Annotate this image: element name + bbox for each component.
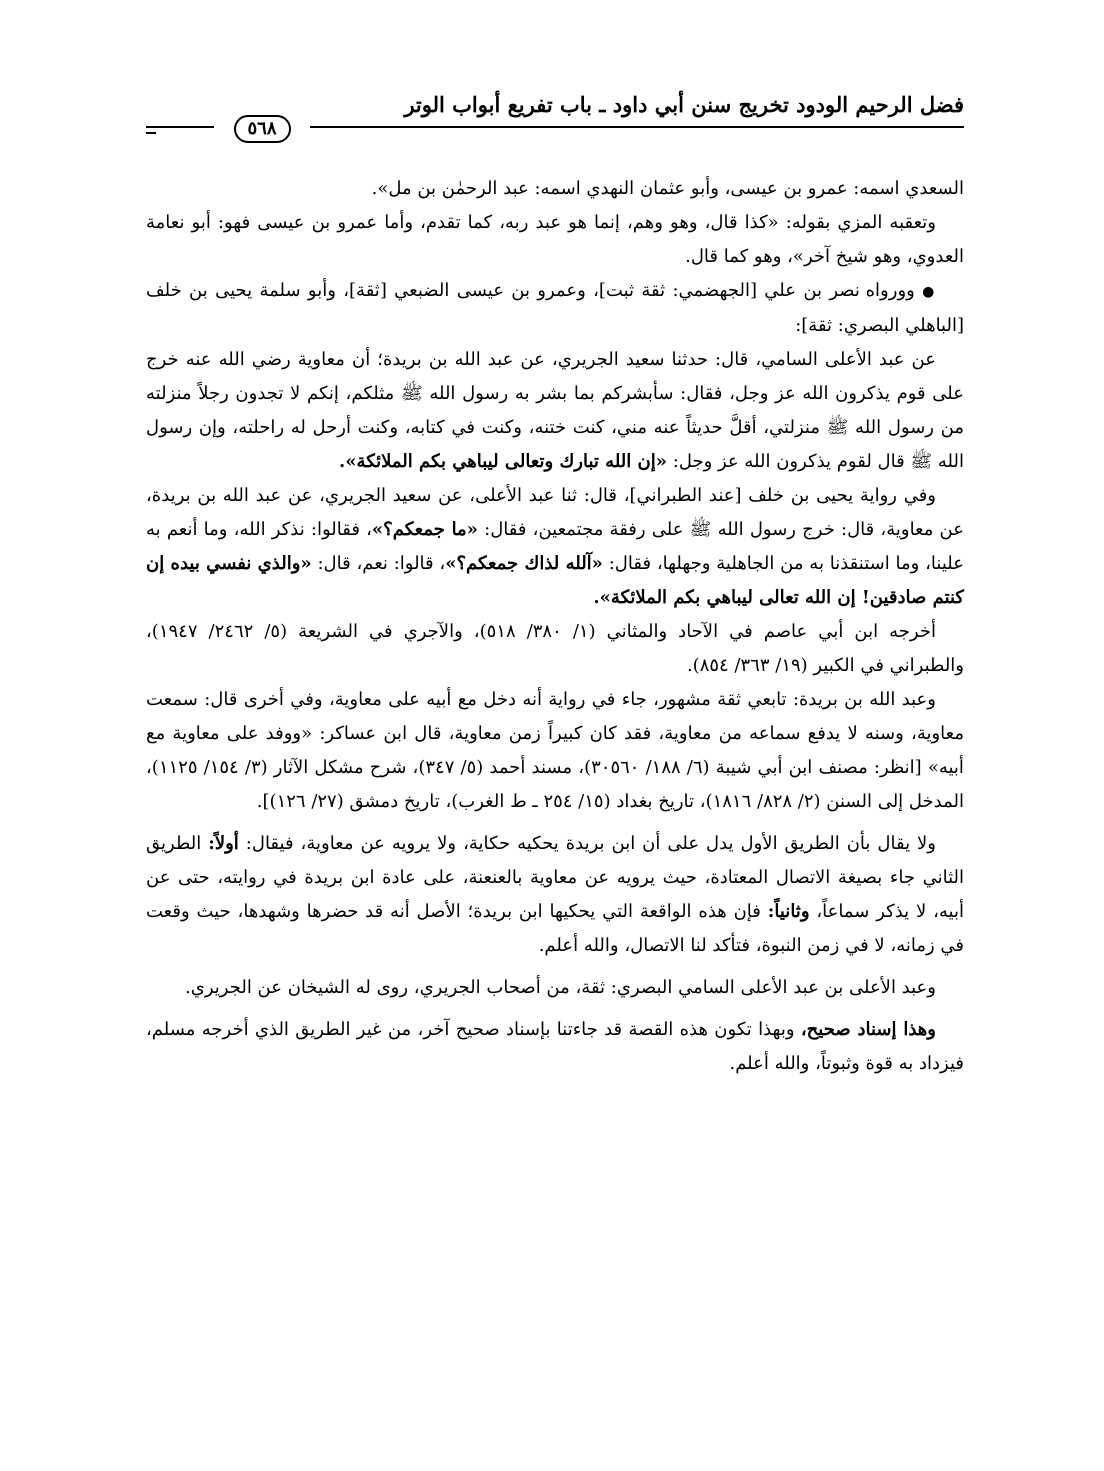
- emphasis-text: وثانياً:: [767, 901, 810, 922]
- paragraph-text: وبهذا تكون هذه القصة قد جاءتنا بإسناد صحيح آخر، من غير الطريق الذي أخرجه مسلم، فيزداد به قوة وثبوتاً، والله أعلم.: [146, 1019, 964, 1074]
- emphasis-text: أولاً:: [208, 833, 239, 854]
- hadith-text: «والذي نفسي بيده إن كنتم صادقين! إن الله تعالى ليباهي بكم الملائكة».: [146, 553, 964, 608]
- paragraph-text: وعبد الله بن بريدة: تابعي ثقة مشهور، جاء في رواية أنه دخل مع أبيه على معاوية، وفي أخرى قال: سمعت معاوية، وسنه لا يدفع سماعه من معاوية، فقد كان كبيراً زمن معاوية، قال ابن عساكر: «ووفد على معاوية مع أبيه» [انظر: مصنف ابن أبي شيبة (٦/ ١٨٨/ ٣٠٥٦٠)، مسند أحمد (٥/ ٣٤٧)، شرح مشكل الآثار (٣/ ١٥٤/ ١١٢٥)، المدخل إلى السنن (٢/ ٨٢٨/ ١٨١٦)، تاريخ بغداد (١٥/ ٢٥٤ ـ ط الغرب)، تاريخ دمشق (٢٧/ ١٢٦)].: [146, 689, 964, 812]
- page-number: ٥٦٨: [234, 115, 291, 143]
- paragraph-5: [146, 479, 964, 615]
- paragraph-text: وورواه نصر بن علي [الجهضمي: ثقة ثبت]، وعمرو بن عيسى الضبعي [ثقة]، وأبو سلمة يحيى بن خلف [الباهلي البصري: ثقة]:: [146, 280, 964, 336]
- paragraph-text: الطريق الثاني جاء بصيغة الاتصال المعتادة، حيث يرويه عن معاوية بالعنعنة، على عادة ابن بريدة في روايته، حتى عن أبيه، لا يذكر سماعاً،: [146, 833, 965, 922]
- paragraph-9: [146, 971, 964, 1005]
- paragraph-text: وعبد الأعلى بن عبد الأعلى السامي البصري: ثقة، من أصحاب الجريري، روى له الشيخان عن الجريري.: [185, 977, 936, 998]
- paragraph-text: وتعقبه المزي بقوله: «كذا قال، وهو وهم، إنما هو عبد ربه، كما تقدم، وأما عمرو بن عيسى فهو: أبو نعامة العدوي، وهو شيخ آخر»، وهو كما قال.: [146, 212, 964, 267]
- paragraph-text: أخرجه ابن أبي عاصم في الآحاد والمثاني (١/ ٣٨٠/ ٥١٨)، والآجري في الشريعة (٥/ ٢٤٦٢/ ١٩٤٧)، والطبراني في الكبير (١٩/ ٣٦٣/ ٨٥٤).: [146, 621, 964, 676]
- body-text: [146, 172, 964, 1081]
- paragraph-text: ، قالوا: نعم، قال:: [317, 553, 446, 574]
- paragraph-text: وفي رواية يحيى بن خلف [عند الطبراني]، قال: ثنا عبد الأعلى، عن سعيد الجريري، عن عبد الله بن بريدة، عن معاوية، قال: خرج رسول الله ﷺ على رفقة مجتمعين، فقال:: [146, 485, 964, 540]
- paragraph-8: [146, 827, 964, 963]
- paragraph-text: عن عبد الأعلى السامي، قال: حدثنا سعيد الجريري، عن عبد الله بن بريدة؛ أن معاوية رضي الله عنه خرج على قوم يذكرون الله عز وجل، فقال: سأبشركم بما بشر به رسول الله ﷺ مثلكم، إنكم لا تجدون رجلاً منزلته من رسول الله ﷺ منزلتي، أقلَّ حديثاً عنه مني، كنت ختنه، وكنت في كتابه، وكنت أرحل له راحلته، وإن رسول الله ﷺ قال لقوم يذكرون الله عز وجل:: [146, 349, 964, 472]
- hadith-text: «إن الله تبارك وتعالى ليباهي بكم الملائكة».: [339, 451, 668, 472]
- header-rule-short: [146, 132, 156, 134]
- page-number-badge: [214, 114, 310, 144]
- paragraph-3: [146, 274, 964, 343]
- paragraph-7: [146, 683, 964, 819]
- paragraph-10: [146, 1013, 964, 1081]
- paragraph-text: فإن هذه الواقعة التي يحكيها ابن بريدة؛ الأصل أنه قد حضرها وشهدها، حيث وقعت في زمانه، لا في زمن النبوة، فتأكد لنا الاتصال، والله أعلم.: [146, 901, 964, 956]
- bullet-icon: ●: [922, 284, 936, 300]
- paragraph-text: السعدي اسمه: عمرو بن عيسى، وأبو عثمان النهدي اسمه: عبد الرحمٰن بن مل».: [371, 178, 964, 199]
- running-header: [146, 88, 964, 150]
- paragraph-text: ، فقالوا: نذكر الله، وما أنعم به علينا، وما استنقذنا به من الجاهلية وجهلها، فقال:: [146, 519, 964, 574]
- page: [146, 88, 965, 1074]
- paragraph-6: [146, 615, 964, 683]
- header-title: فضل الرحيم الودود تخريج سنن أبي داود ـ باب تفريع أبواب الوتر: [404, 92, 964, 117]
- hadith-text: «آلله لذاك جمعكم؟»: [445, 553, 603, 574]
- paragraph-2: [146, 206, 964, 274]
- paragraph-1: [146, 172, 964, 206]
- hadith-text: «ما جمعكم؟»: [371, 519, 478, 540]
- paragraph-text: ولا يقال بأن الطريق الأول يدل على أن ابن بريدة يحكيه حكاية، ولا يرويه عن معاوية، فيقال:: [245, 833, 937, 854]
- paragraph-4: [146, 343, 964, 479]
- emphasis-text: وهذا إسناد صحيح،: [800, 1019, 936, 1040]
